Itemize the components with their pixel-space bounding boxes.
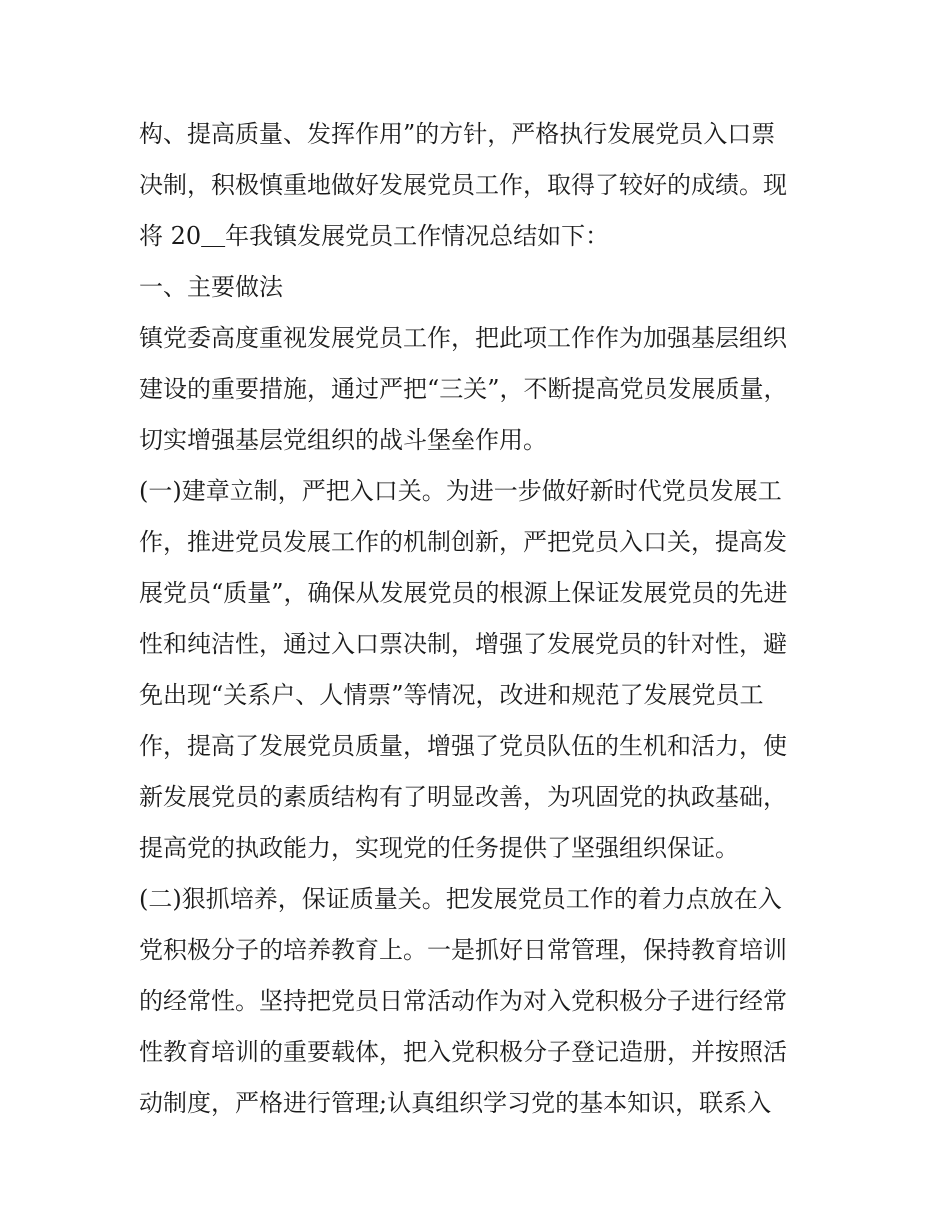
text-line: 作，提高了发展党员质量，增强了党员队伍的生机和活力，使 <box>139 732 787 760</box>
text-line: 切实增强基层党组织的战斗堡垒作用。 <box>139 426 547 454</box>
text-line: 动制度，严格进行管理;认真组织学习党的基本知识，联系入 <box>139 1089 772 1117</box>
text-line: 建设的重要措施，通过严把“三关”，不断提高党员发展质量， <box>139 375 788 403</box>
text-line: 决制，积极慎重地做好发展党员工作，取得了较好的成绩。现 <box>139 171 787 199</box>
section-heading: 一、主要做法 <box>139 273 283 301</box>
text-line: 性教育培训的重要载体，把入党积极分子登记造册，并按照活 <box>139 1038 787 1066</box>
text-line: 免出现“关系户、人情票”等情况，改进和规范了发展党员工 <box>139 681 764 709</box>
text-line: 镇党委高度重视发展党员工作，把此项工作作为加强基层组织 <box>139 324 787 352</box>
text-line: 作，推进党员发展工作的机制创新，严把党员入口关，提高发 <box>139 528 787 556</box>
text-line: 展党员“质量”，确保从发展党员的根源上保证发展党员的先进 <box>139 579 788 607</box>
text-line: 新发展党员的素质结构有了明显改善，为巩固党的执政基础， <box>139 783 787 811</box>
text-line: 提高党的执政能力，实现党的任务提供了坚强组织保证。 <box>139 834 739 862</box>
text-line: (一)建章立制，严把入口关。为进一步做好新时代党员发展工 <box>139 477 782 505</box>
text-line: 将 20＿年我镇发展党员工作情况总结如下： <box>139 222 610 250</box>
body-text <box>139 109 829 1129</box>
text-line: 的经常性。坚持把党员日常活动作为对入党积极分子进行经常 <box>139 987 787 1015</box>
text-line: 性和纯洁性，通过入口票决制，增强了发展党员的针对性，避 <box>139 630 787 658</box>
text-line: (二)狠抓培养，保证质量关。把发展党员工作的着力点放在入 <box>139 885 782 913</box>
text-line: 党积极分子的培养教育上。一是抓好日常管理，保持教育培训 <box>139 936 787 964</box>
text-line: 构、提高质量、发挥作用”的方针，严格执行发展党员入口票 <box>139 120 776 148</box>
